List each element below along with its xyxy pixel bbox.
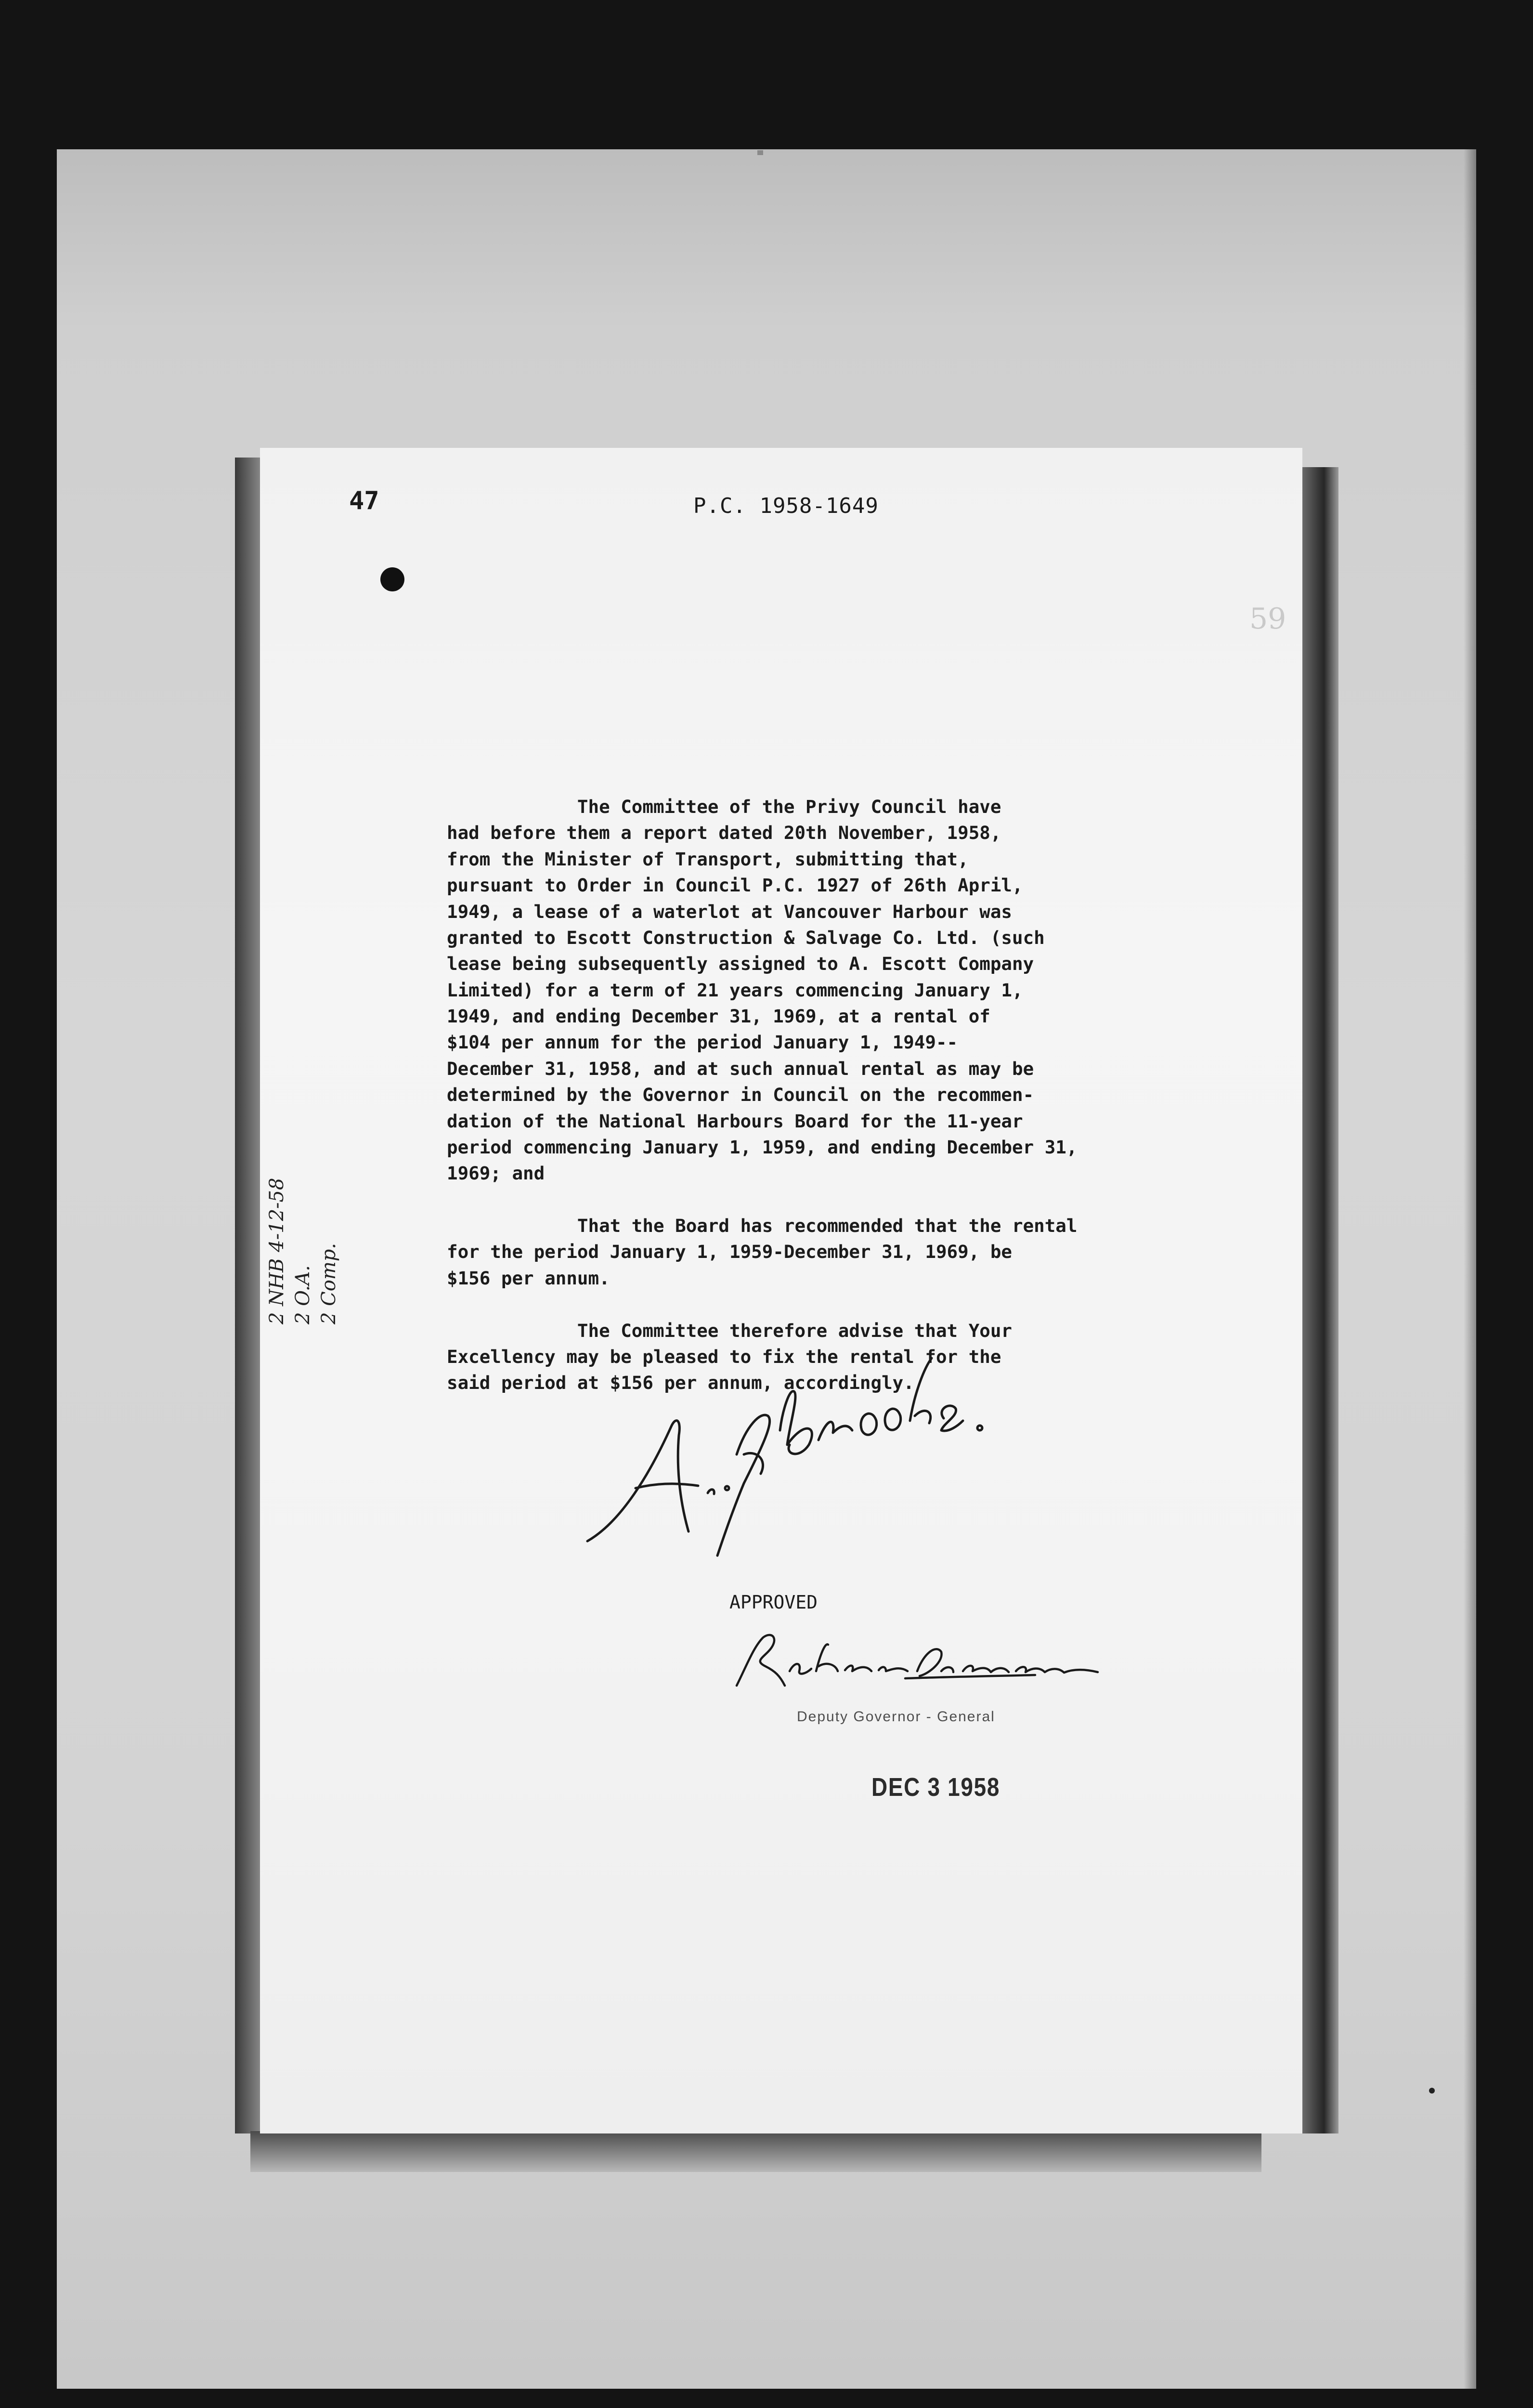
backing-sheet-edge [1464,149,1476,2389]
binding-mark [757,150,763,155]
document-shadow-bottom [250,2131,1261,2172]
page-number-mark: 47 [349,486,379,515]
paragraph-advice: The Committee therefore advise that Your Excellency may be pleased to fix the rental for the said period at $156 per annum, accordingly. [447,1320,1012,1394]
margin-note: 2 NHB 4-12-58 [266,1178,288,1324]
deputy-governor-title: Deputy Governor - General [797,1709,995,1725]
document-shadow-right [1302,467,1338,2133]
paragraph-recommendation: That the Board has recommended that the rental for the period January 1, 1959-December 31, 1969, be $156 per annum. [447,1215,1078,1289]
margin-note: 2 O.A. [292,1265,314,1324]
punch-hole [380,567,404,591]
paragraph-report: The Committee of the Privy Council have had before them a report dated 20th November, 1958, from the Minister of Transport, submitting that, pursuant to Order in Council P.C. 1927 of 26th April, 1949, a lease of a waterlot at Vancouver Harbour was granted to Escott Construction & Salvage Co. Ltd. (such lease being subsequently assigned to A. Escott Company Limited) for a term of 21 years commencing January 1, 1949, and ending December 31, 1969, at a rental of $104 per annum for the period January 1, 1949-- December 31, 1958, and at such annual rental as may be determined by the Governor in Council on the recommen- dation of the National Harbours Board for the 11-year period commencing January 1, 1959, and ending December 31, 1969; and [447,796,1078,1184]
document-shadow-left [235,458,261,2133]
minister-signature [578,1329,1021,1560]
margin-note: 2 Comp. [318,1243,340,1324]
document-body [447,794,1236,1396]
approved-label: APPROVED [729,1592,818,1613]
approval-date-stamp: DEC 3 1958 [871,1773,1000,1802]
film-speck [1429,2088,1435,2094]
deputy-governor-signature [727,1623,1160,1700]
folio-number: 59 [1249,602,1286,636]
margin-notes [264,1178,342,1324]
order-in-council-number: P.C. 1958-1649 [693,494,879,518]
